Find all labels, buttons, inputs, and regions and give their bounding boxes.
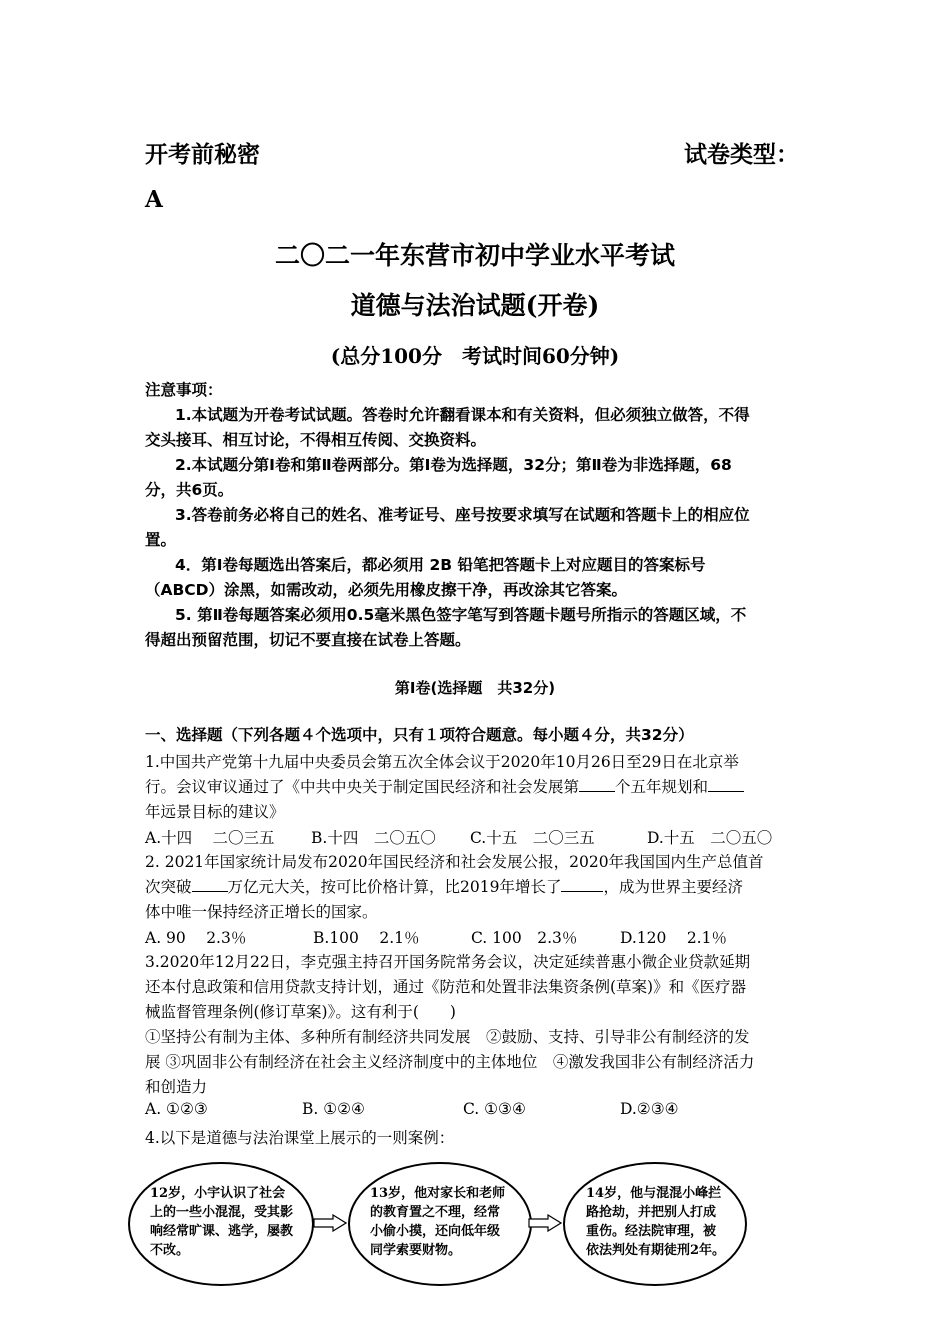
answer-blank	[561, 877, 603, 892]
q2-line	[145, 875, 743, 897]
q1-line: 年远景目标的建议》	[145, 803, 285, 821]
paper-type-value: A	[145, 186, 163, 213]
q1-option-c: C.十五 二〇三五	[470, 829, 595, 847]
q1-line	[145, 775, 744, 797]
q1-option-a: A.十四 二〇三五	[145, 829, 275, 847]
arrow-right-icon	[313, 1214, 347, 1232]
q2-line: 2. 2021年国家统计局发布2020年国民经济和社会发展公报，2020年我国国内生产总值首	[145, 853, 764, 871]
note-line: 5. 第Ⅱ卷每题答案必须用0.5毫米黑色签字笔写到答题卡题号所指示的答题区域，不	[175, 606, 747, 624]
note-line: 3.答卷前务必将自己的姓名、准考证号、座号按要求填写在试题和答题卡上的相应位	[175, 506, 750, 524]
note-line: 4．第Ⅰ卷每题选出答案后，都必须用 2B 铅笔把答题卡上对应题目的答案标号	[175, 556, 706, 574]
arrow-right-icon	[528, 1214, 562, 1232]
secret-label: 开考前秘密	[145, 141, 260, 168]
section-title: 第Ⅰ卷(选择题 共32分)	[394, 679, 556, 697]
q1-line: 1.中国共产党第十九届中央委员会第五次全体会议于2020年10月26日至29日在北京举	[145, 753, 739, 771]
exam-score-time: (总分100分 考试时间60分钟)	[330, 344, 620, 368]
q2-option-b: B.100 2.1％	[313, 929, 420, 947]
q3-line: 械监督管理条例(修订草案)》。这有利于( )	[145, 1003, 456, 1021]
note-line: （ABCD）涂黑，如需改动，必须先用橡皮擦干净，再改涂其它答案。	[145, 581, 628, 599]
exam-subtitle: 道德与法治试题(开卷)	[350, 291, 600, 320]
q2-option-d: D.120 2.1％	[620, 929, 727, 947]
answer-blank	[192, 877, 228, 892]
q1-text: 个五年规划和	[615, 778, 709, 796]
q1-option-d: D.十五 二〇五〇	[647, 829, 773, 847]
note-line: 交头接耳、相互讨论，不得相互传阅、交换资料。	[145, 431, 487, 449]
q2-text: 次突破	[145, 878, 192, 896]
q3-line: 3.2020年12月22日，李克强主持召开国务院常务会议，决定延续普惠小微企业贷款延期	[145, 953, 751, 971]
q3-option-a: A. ①②③	[145, 1100, 208, 1118]
q3-option-d: D.②③④	[620, 1100, 679, 1118]
note-line: 2.本试题分第Ⅰ卷和第Ⅱ卷两部分。第Ⅰ卷为选择题，32分；第Ⅱ卷为非选择题，68	[175, 456, 732, 474]
answer-blank	[579, 777, 615, 792]
q2-line: 体中唯一保持经济正增长的国家。	[145, 903, 378, 921]
answer-blank	[708, 777, 744, 792]
paper-type-label: 试卷类型：	[684, 141, 799, 168]
note-line: 置。	[145, 531, 177, 549]
q3-line: ①坚持公有制为主体、多种所有制经济共同发展 ②鼓励、支持、引导非公有制经济的发	[145, 1028, 750, 1046]
q3-line: 和创造力	[145, 1078, 208, 1096]
q2-text: 万亿元大关，按可比价格计算，比2019年增长了	[227, 878, 562, 896]
note-line: 1.本试题为开卷考试试题。答卷时允许翻看课本和有关资料，但必须独立做答，不得	[175, 406, 750, 424]
q1-option-b: B.十四 二〇五〇	[311, 829, 436, 847]
q3-line: 展 ③巩固非公有制经济在社会主义经济制度中的主体地位 ④激发我国非公有制经济活力	[145, 1053, 755, 1071]
note-line: 得超出预留范围，切记不要直接在试卷上答题。	[145, 631, 471, 649]
q3-option-b: B. ①②④	[302, 1100, 365, 1118]
q2-text: ，成为世界主要经济	[603, 878, 743, 896]
q2-option-c: C. 100 2.3％	[471, 929, 578, 947]
q3-option-c: C. ①③④	[463, 1100, 526, 1118]
q4-line: 4.以下是道德与法治课堂上展示的一则案例：	[145, 1129, 455, 1147]
case-bubble-1-text: 12岁，小宇认识了社会上的一些小混混，受其影响经常旷课、逃学，屡教不改。	[150, 1186, 294, 1258]
section-instruction: 一、选择题（下列各题４个选项中，只有１项符合题意。每小题４分，共32分）	[145, 726, 694, 744]
case-bubble-3-text: 14岁，他与混混小峰拦路抢劫，并把别人打成重伤。经法院审理，被依法判处有期徒刑2年。	[586, 1186, 726, 1258]
case-bubble-2-text: 13岁，他对家长和老师的教育置之不理，经常小偷小摸，还向低年级同学索要财物。	[370, 1186, 506, 1258]
q1-text: 行。会议审议通过了《中共中央关于制定国民经济和社会发展第	[145, 778, 580, 796]
q3-line: 还本付息政策和信用贷款支持计划，通过《防范和处置非法集资条例(草案)》和《医疗器	[145, 978, 747, 996]
exam-title: 二〇二一年东营市初中学业水平考试	[274, 241, 675, 270]
note-line: 分，共6页。	[145, 481, 234, 499]
notes-heading: 注意事项：	[145, 381, 223, 399]
q2-option-a: A. 90 2.3％	[145, 929, 247, 947]
